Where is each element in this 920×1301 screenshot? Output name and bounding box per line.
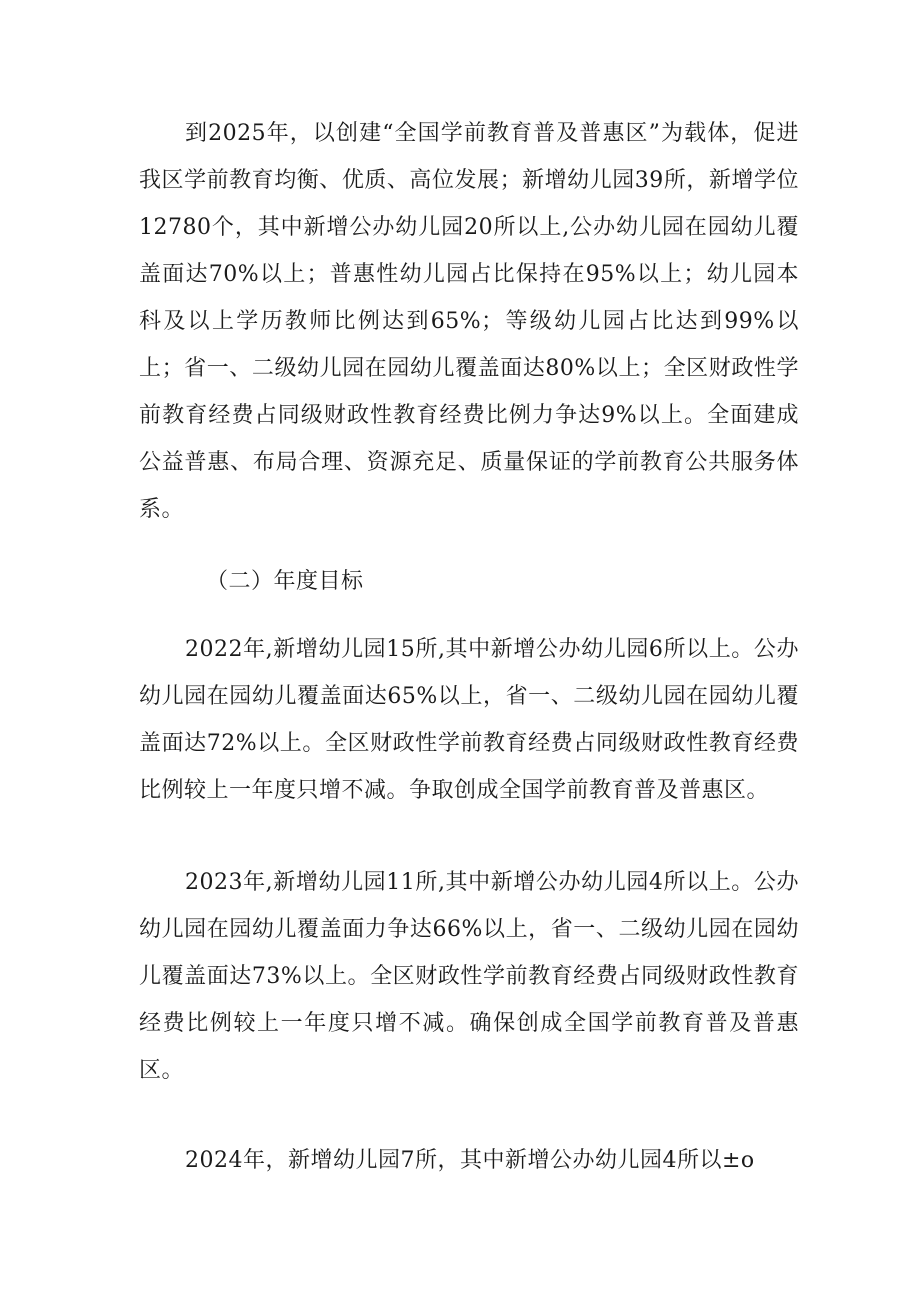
paragraph-2024-target: 2024年，新增幼儿园7所，其中新增公办幼儿园4所以±o xyxy=(185,1148,755,1173)
paragraph-2025-goals: 到2025年，以创建“全国学前教育普及普惠区”为载体，促进我区学前教育均衡、优质、高位发展；新增幼儿园39所，新增学位12780个，其中新增公办幼儿园20所以上,公办幼儿园在园幼儿覆盖面达70%以上；普惠性幼儿园占比保持在95%以上；幼儿园本科及以上学历教师比例达到65%；等级幼儿园占比达到99%以上；省一、二级幼儿园在园幼儿覆盖面达80%以上；全区财政性学前教育经费占同级财政性教育经费比例力争达9%以上。全面建成公益普惠、布局合理、资源充足、质量保证的学前教育公共服务体系。 xyxy=(139,121,799,522)
paragraph-2022-target: 2022年,新增幼儿园15所,其中新增公办幼儿园6所以上。公办幼儿园在园幼儿覆盖面达65%以上，省一、二级幼儿园在园幼儿覆盖面达72%以上。全区财政性学前教育经费占同级财政性教育经费比例较上一年度只增不减。争取创成全国学前教育普及普惠区。 xyxy=(139,637,799,803)
section-heading-annual-targets: （二）年度目标 xyxy=(206,569,364,594)
paragraph-2023-target: 2023年,新增幼儿园11所,其中新增公办幼儿园4所以上。公办幼儿园在园幼儿覆盖面力争达66%以上，省一、二级幼儿园在园幼儿覆盖面达73%以上。全区财政性学前教育经费占同级财政性教育经费比例较上一年度只增不减。确保创成全国学前教育普及普惠区。 xyxy=(139,870,799,1083)
